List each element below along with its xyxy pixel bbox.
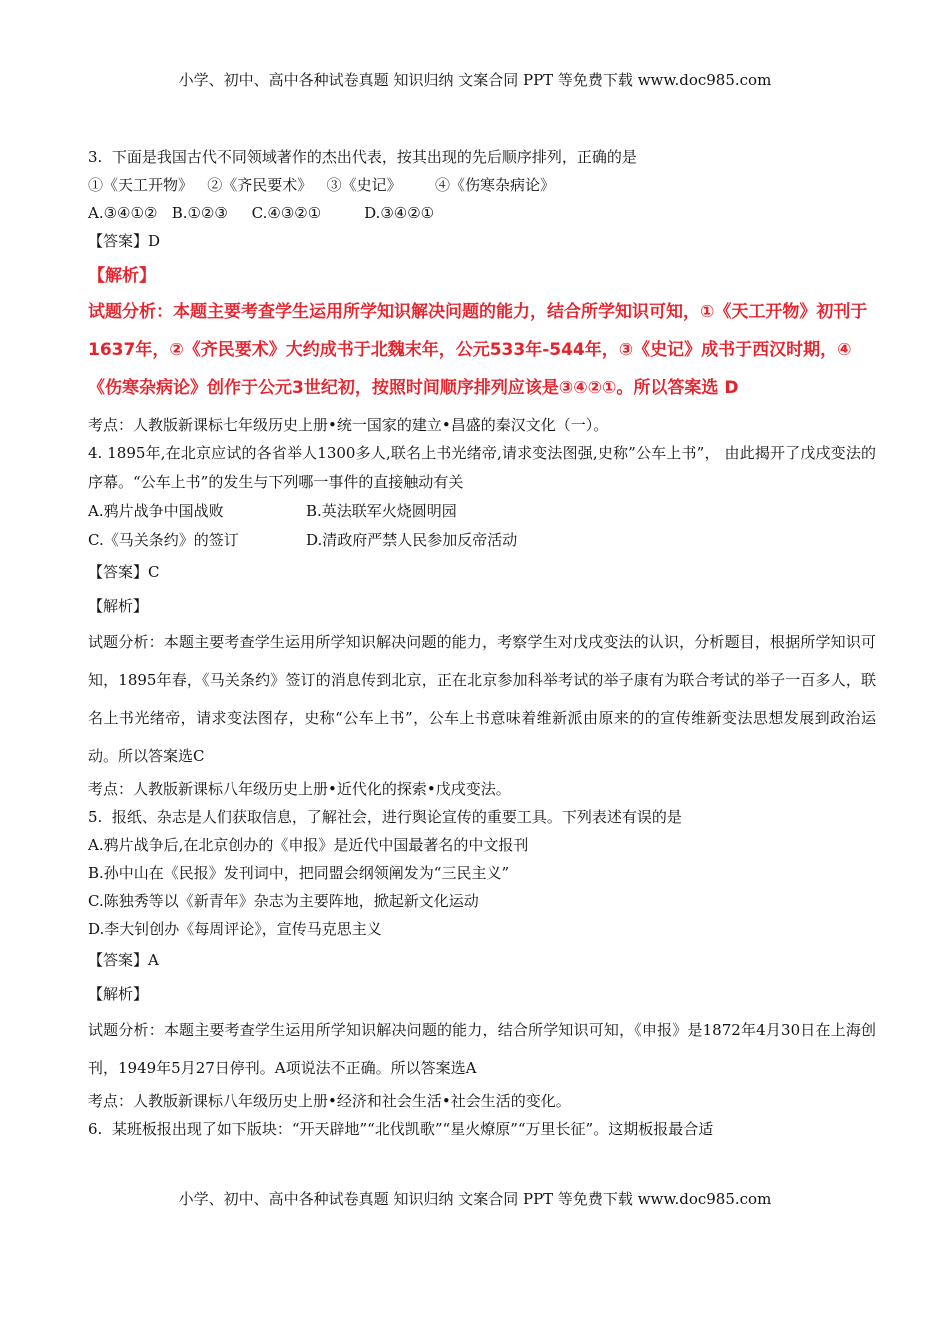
page-header: 小学、初中、高中各种试卷真题 知识归纳 文案合同 PPT 等免费下载 www.doc985.com xyxy=(178,71,772,89)
question-5-option-c: C.陈独秀等以《新青年》杂志为主要阵地，掀起新文化运动 xyxy=(88,892,479,910)
question-4-kaodian: 考点：人教版新课标八年级历史上册•近代化的探索•戊戌变法。 xyxy=(88,780,511,798)
question-5 xyxy=(88,803,876,1115)
page-footer: 小学、初中、高中各种试卷真题 知识归纳 文案合同 PPT 等免费下载 www.doc985.com xyxy=(178,1190,772,1208)
question-4 xyxy=(88,439,876,803)
question-3 xyxy=(88,143,876,439)
question-4-analysis: 试题分析：本题主要考查学生运用所学知识解决问题的能力，考察学生对戊戌变法的认识，分析题目，根据所学知识可知，1895年春，《马关条约》签订的消息传到北京，正在北京参加科举考试的举子康有为联合考试的举子一百多人，联名上书光绪帝，请求变法图存，史称“公车上书”，公车上书意味着维新派由原来的的宣传维新变法思想发展到政治运动。所以答案选C xyxy=(88,633,876,765)
question-3-options: A.③④①② B.①②③ C.④③②① D.③④②① xyxy=(88,204,435,222)
question-4-answer: 【答案】C xyxy=(88,563,160,581)
question-5-answer: 【答案】A xyxy=(88,951,159,969)
question-4-option-c: C.《马关条约》的签订 xyxy=(88,531,239,549)
question-5-option-d: D.李大钊创办《每周评论》，宣传马克思主义 xyxy=(88,920,382,938)
question-3-items: ①《天工开物》 ②《齐民要术》 ③《史记》 ④《伤寒杂病论》 xyxy=(88,176,555,194)
question-3-analysis-label: 【解析】 xyxy=(88,266,156,286)
question-4-option-b: B.英法联军火烧圆明园 xyxy=(306,502,457,520)
question-4-option-d: D.清政府严禁人民参加反帝活动 xyxy=(306,531,518,549)
question-5-kaodian: 考点：人教版新课标八年级历史上册•经济和社会生活•社会生活的变化。 xyxy=(88,1092,571,1110)
question-5-analysis-label: 【解析】 xyxy=(88,985,149,1003)
question-4-options xyxy=(88,497,876,555)
question-5-analysis: 试题分析：本题主要考查学生运用所学知识解决问题的能力，结合所学知识可知，《申报》是1872年4月30日在上海创刊，1949年5月27日停刊。A项说法不正确。所以答案选A xyxy=(88,1021,876,1077)
question-4-analysis-label: 【解析】 xyxy=(88,597,149,615)
document-body xyxy=(88,143,876,1143)
question-4-stem: 4. 1895年,在北京应试的各省举人1300多人,联名上书光绪帝,请求变法图强,史称”公车上书”， 由此揭开了戊戌变法的序幕。“公车上书”的发生与下列哪一事件的直接触动有关 xyxy=(88,444,876,491)
question-3-analysis: 试题分析：本题主要考查学生运用所学知识解决问题的能力，结合所学知识可知，①《天工开物》初刊于1637年，②《齐民要术》大约成书于北魏末年，公元533年-544年，③《史记》成书于西汉时期，④《伤寒杂病论》创作于公元3世纪初，按照时间顺序排列应该是③④②①。所以答案选 D xyxy=(88,302,868,398)
question-3-answer: 【答案】D xyxy=(88,232,161,250)
question-6-stem: 6. 某班板报出现了如下版块：“开天辟地”“北伐凯歌”“星火燎原”“万里长征”。这期板报最合适 xyxy=(88,1120,714,1138)
question-3-kaodian: 考点：人教版新课标七年级历史上册•统一国家的建立•昌盛的秦汉文化（一）。 xyxy=(88,416,609,434)
question-6 xyxy=(88,1115,876,1143)
question-5-option-a: A.鸦片战争后,在北京创办的《申报》是近代中国最著名的中文报刊 xyxy=(88,836,529,854)
question-3-stem: 3. 下面是我国古代不同领域著作的杰出代表，按其出现的先后顺序排列，正确的是 xyxy=(88,148,637,166)
question-5-stem: 5. 报纸、杂志是人们获取信息，了解社会，进行舆论宣传的重要工具。下列表述有误的是 xyxy=(88,808,682,826)
question-5-option-b: B.孙中山在《民报》发刊词中，把同盟会纲领阐发为“三民主义” xyxy=(88,864,510,882)
question-4-option-a: A.鸦片战争中国战败 xyxy=(88,502,224,520)
